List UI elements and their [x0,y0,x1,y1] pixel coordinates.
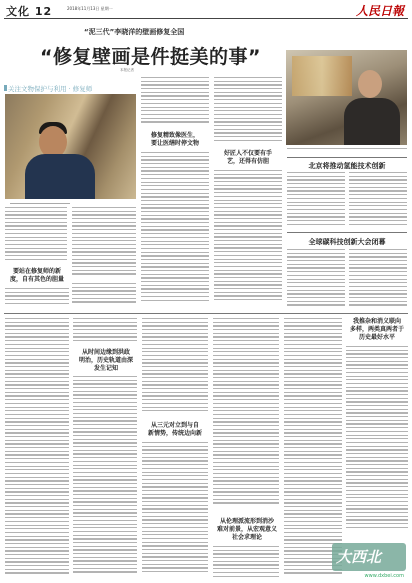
brief-1-col-b [349,172,407,227]
lower-column-5 [284,318,342,580]
lower-column-1 [5,318,69,580]
site-watermark: 大西北 www.dxbei.com [332,543,406,579]
lower-column-4b [213,546,279,580]
lower-column-2b [73,376,137,580]
article-column-1a [5,207,67,265]
brief-rule-2 [287,232,407,233]
lower-subhead-1: 从时间边缘到洪政 明治，历史轨道由深 发生记知 [78,349,133,372]
brief-headline-2: 全球碳科技创新大会闭幕 [308,238,386,246]
lower-subhead-2: 从三元对立到与自 新情势，传统边向新 [147,422,202,437]
brief-2-col-b [349,249,407,308]
section-title: 文化 12 [6,5,53,18]
series-marker-icon [4,85,7,91]
lower-subhead-right: 我推杂和消义联向 多样，两类真两者于 历史最好水平 [349,318,404,341]
feature-title: “修复壁画是件挺美的事” [40,46,261,68]
subhead-1: 修复精致像医生， 要让医缮时停文物 [150,132,199,147]
photo-caption-right [287,148,407,154]
brief-1-col-a [287,172,345,227]
restorer-photo [5,94,136,199]
article-column-2a [141,77,209,127]
section-separator [4,313,408,314]
article-column-2b [141,152,209,308]
photo-caption-left [10,201,135,204]
lower-column-3b [142,442,208,580]
article-column-3a [214,77,282,147]
lower-column-6 [346,346,408,536]
article-column-1b [72,207,136,279]
brief-rule-1 [287,157,407,158]
subhead-3: 要站在修复师的新 度，自有其色的胆量 [9,268,64,283]
newspaper-logo: 人民日報 [355,4,404,18]
artist-photo [286,50,407,145]
lower-column-2a [73,318,137,346]
lower-column-4a [213,318,279,514]
subhead-2: 好匠人不仅要有手 艺，还得有仿胆 [223,150,272,165]
header-rule [4,18,408,19]
brief-2-col-a [287,249,345,308]
lower-subhead-3: 从伦理派流形到消沙 难对前景，从宏观意义 社会求理论 [216,518,277,541]
article-column-1d [72,283,136,308]
article-column-1c [5,288,69,308]
brief-headline-1: 北京将推动氢能技术创新 [308,162,386,170]
article-column-3b [214,170,282,308]
feature-kicker: “泥三代”李晓洋的壁画修复全国 [84,28,185,36]
lower-column-3a [142,318,208,418]
feature-byline: 本报记者 [120,68,134,72]
series-label: 关注文物保护与利用 · 修复师 [8,85,93,93]
issue-date: 2018年11月13日 星期一 [67,6,113,11]
